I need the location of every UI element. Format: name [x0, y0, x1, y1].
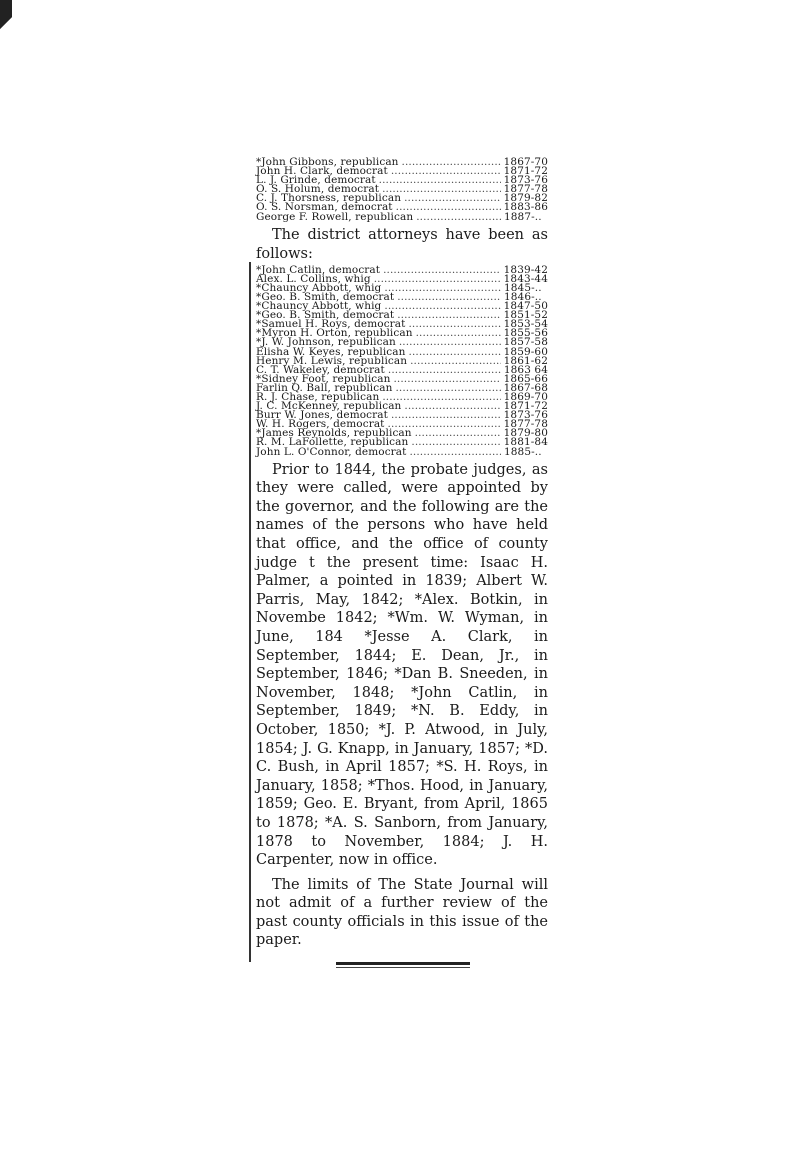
official-name: *Myron H. Orton, republican [256, 327, 413, 340]
official-name: R. J. Chase, republican [256, 390, 380, 403]
leader-dots [393, 375, 500, 384]
official-name: *Geo. B. Smith, democrat [256, 309, 395, 322]
term-years: 1885-.. [504, 445, 542, 458]
sheriffs-list [256, 158, 548, 222]
term-years: 1859-60 [503, 345, 548, 358]
official-name: *Samuel H. Roys, democrat [256, 318, 406, 331]
probate-judges-paragraph: Prior to 1844, the probate judges, as they were called, were appointed by the governor, and the following are the names of the persons who have held that office, and the office of county judge t the present time: Isaac H. Palmer, a pointed in 1839; Albert W. Parris, May, 1842; *Alex. Botkin, in Novembe 1842; *Wm. W. Wyman, in June, 184 *Jesse A. Clark, in September, 1844; E. Dean, Jr., in September, 1846; *Dan B. Sneeden, in November, 1848; *John Catlin, in September, 1849; *N. B. Eddy, in October, 1850; *J. P. Atwood, in July, 1854; J. G. Knapp, in January, 1857; *D. C. Bush, in April 1857; *S. H. Roys, in January, 1858; *Thos. Hood, in January, 1859; Geo. E. Bryant, from April, 1865 to 1878; *A. S. Sanborn, from January, 1878 to November, 1884; J. H. Carpenter, now in office. [256, 461, 548, 869]
leader-dots [395, 384, 500, 393]
official-name: *John Gibbons, republican [256, 156, 399, 168]
term-years: 1877-78 [503, 183, 548, 196]
term-years: 1879-80 [503, 427, 548, 440]
leader-dots [409, 448, 501, 457]
term-years: 1873-76 [503, 409, 548, 422]
term-years: 1857-58 [503, 336, 548, 349]
term-years: 1846-.. [504, 290, 542, 303]
leader-dots [384, 284, 501, 293]
leader-dots [404, 194, 501, 203]
official-name: C. T. Wakeley, democrat [256, 363, 385, 376]
official-name: Burr W. Jones, democrat [256, 409, 388, 422]
official-name: *Chauncy Abbott, whig [256, 300, 382, 313]
term-years: 1883-86 [503, 201, 548, 214]
page-corner-shadow [0, 0, 12, 60]
official-name: George F. Rowell, republican [256, 210, 414, 223]
official-name: R. M. LaFollette, republican [256, 436, 409, 449]
column-rule [249, 262, 251, 962]
leader-dots [391, 167, 501, 176]
official-name: C. J. Thorsness, republican [256, 192, 402, 205]
leader-dots [404, 402, 500, 411]
leader-dots [397, 293, 501, 302]
official-name: *Geo. B. Smith, democrat [256, 290, 395, 303]
official-name: *John Catlin, democrat [256, 263, 381, 276]
leader-dots [416, 329, 501, 338]
term-years: 1871-72 [503, 400, 548, 413]
official-name: *Chauncy Abbott, whig [256, 281, 382, 294]
term-years: 1853-54 [503, 318, 548, 331]
term-years: 1871-72 [503, 165, 548, 178]
article-column [256, 158, 548, 968]
term-years: 1869-70 [503, 390, 548, 403]
official-name: Farlin Q. Ball, republican [256, 381, 393, 394]
closing-paragraph: The limits of The State Journal will not admit of a further review of the past county officials in this issue of the paper. [256, 876, 548, 949]
official-name: O. S. Norsman, democrat [256, 201, 393, 214]
official-name: W. H. Rogers, democrat [256, 418, 385, 431]
official-name: Henry M. Lewis, republican [256, 354, 408, 367]
leader-dots [415, 429, 501, 438]
district-attorneys-heading: The district attorneys have been as follows: [256, 226, 548, 262]
end-rule-thin [336, 967, 470, 968]
leader-dots [411, 438, 500, 447]
term-years: 1881-84 [503, 436, 548, 449]
term-years: 1865-66 [503, 372, 548, 385]
official-name: John H. Clark, democrat [256, 165, 388, 178]
official-name: Alex. L. Collins, whig [256, 272, 371, 285]
official-name: O. S. Holum, democrat [256, 183, 380, 196]
leader-dots [383, 266, 501, 275]
term-years: 1851-52 [503, 309, 548, 322]
leader-dots [402, 158, 501, 167]
leader-dots [416, 213, 501, 222]
term-years: 1839-42 [503, 263, 548, 276]
term-years: 1843-44 [503, 272, 548, 285]
leader-dots [409, 348, 501, 357]
official-name: *J. W. Johnson, republican [256, 336, 396, 349]
district-attorneys-list [256, 263, 548, 458]
term-years: 1867-68 [503, 381, 548, 394]
leader-dots [391, 411, 501, 420]
leader-dots [384, 302, 500, 311]
term-years: 1855-56 [503, 327, 548, 340]
official-name: Elisha W. Keyes, republican [256, 345, 406, 358]
term-years: 1863 64 [503, 363, 548, 376]
term-years: 1873-76 [503, 174, 548, 187]
term-years: 1847-50 [503, 300, 548, 313]
term-years: 1887-.. [504, 210, 542, 223]
leader-dots [408, 320, 500, 329]
official-name: *James Reynolds, republican [256, 427, 412, 440]
term-years: 1861-62 [503, 354, 548, 367]
term-years: 1879-82 [503, 192, 548, 205]
official-name: J. C. McKenney, republican [256, 400, 402, 413]
term-years: 1867-70 [503, 156, 548, 168]
list-item [256, 445, 548, 458]
leader-dots [397, 311, 500, 320]
official-name: John L. O'Connor, democrat [256, 445, 407, 458]
list-item [256, 210, 548, 223]
term-years: 1877-78 [503, 418, 548, 431]
leader-dots [388, 366, 501, 375]
official-name: L. J. Grinde, democrat [256, 174, 376, 187]
end-rule-thick [336, 962, 470, 965]
leader-dots [399, 338, 501, 347]
term-years: 1845-.. [504, 281, 542, 294]
official-name: *Sidney Foot, republican [256, 372, 391, 385]
leader-dots [374, 275, 501, 284]
leader-dots [410, 357, 501, 366]
leader-dots [379, 176, 501, 185]
